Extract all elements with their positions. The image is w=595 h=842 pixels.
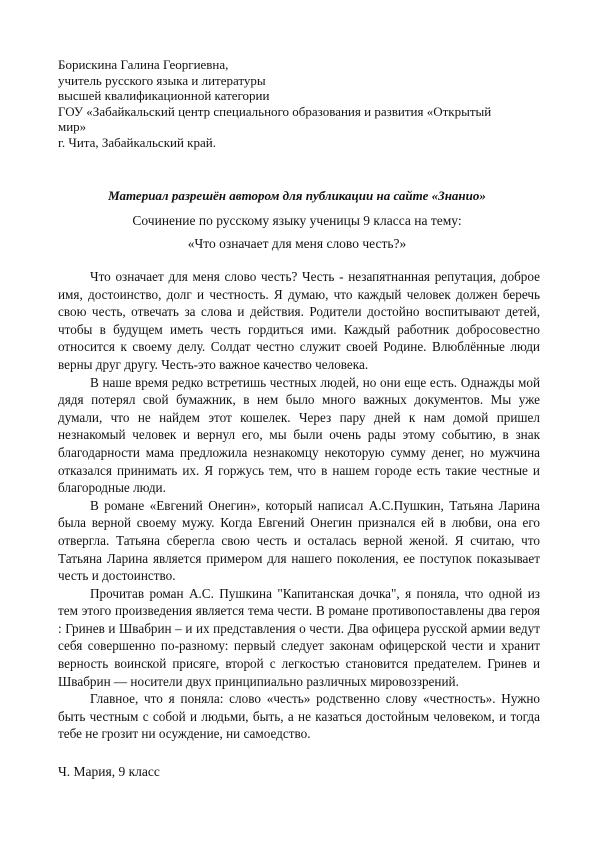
publication-notice: Материал разрешён автором для публикации на сайте «Знанио» [108, 188, 486, 203]
organization-line-2: мир» [58, 119, 87, 135]
essay-title-line-2: «Что означает для меня слово честь?» [187, 236, 407, 251]
paragraph-1: Что означает для меня слово честь? Честь - незапятнанная репутация, доброе имя, достоинство, долг и честность. Я думаю, что каждый человек должен беречь свою честь, отвечать за слова и действия. Родители достойно воспитывают детей, чтобы в будущем иметь честь гордиться ими. Каждый работник добросовестно относится к своему делу. Солдат честно служит своей Родине. Влюблённые люди верны друг другу. Честь-это важное качество человека. [58, 269, 540, 372]
signature: Ч. Мария, 9 класс [58, 764, 160, 779]
paragraph-2: В наше время редко встретишь честных людей, но они еще есть. Однажды мой дядя потерял свой бумажник, в нем было много важных документов. Мы уже думали, что не найдем этот кошелек. Через пару дней к нам домой пришел незнакомый человек и вернул его, мы были очень рады этому событию, в знак благодарности мама предложила незнакомцу некоторую сумму денег, но мужчина отказался принимать их. Я горжусь тем, что в нашем городе есть такие честные и благородные люди. [58, 374, 540, 496]
author-name: Борискина Галина Георгиевна, [58, 57, 229, 72]
essay-body [58, 268, 540, 743]
essay-title-line-1: Сочинение по русскому языку ученицы 9 класса на тему: [132, 213, 462, 228]
paragraph-5: Главное, что я поняла: слово «честь» родственно слову «честность». Нужно быть честным с собой и людьми, быть, а не казаться достойным человеком, и тогда тебе не грозит ни осуждение, ни самоедство. [58, 691, 540, 742]
paragraph-4: Прочитав роман А.С. Пушкина "Капитанская дочка", я поняла, что одной из тем этого произведения является тема чести. В романе противопоставлены два героя : Гринев и Швабрин – и их представления о чести. Два офицера русской армии ведут себя совершенно по-разному: первый следует законам офицерской чести и хранит верность воинской присяге, второй с легкостью становится предателем. Гринев и Швабрин — носители двух принципиально различных мировоззрений. [58, 585, 540, 689]
paragraph-3: В романе «Евгений Онегин», который написал А.С.Пушкин, Татьяна Ларина была верной своему мужу. Когда Евгений Онегин признался ей в любви, она его отвергла. Татьяна сберегла свою честь и осталась верной женой. Я считаю, что Татьяна Ларина является примером для нашего поколения, ее поступок показывает честь и достоинство. [58, 497, 540, 584]
city-line: г. Чита, Забайкальский край. [58, 134, 216, 150]
author-position: учитель русского языка и литературы [58, 72, 266, 88]
author-header [58, 57, 536, 151]
organization-line-1: ГОУ «Забайкальский центр специального образования и развития «Открытый [58, 103, 492, 119]
author-category: высшей квалификационной категории [58, 88, 270, 104]
